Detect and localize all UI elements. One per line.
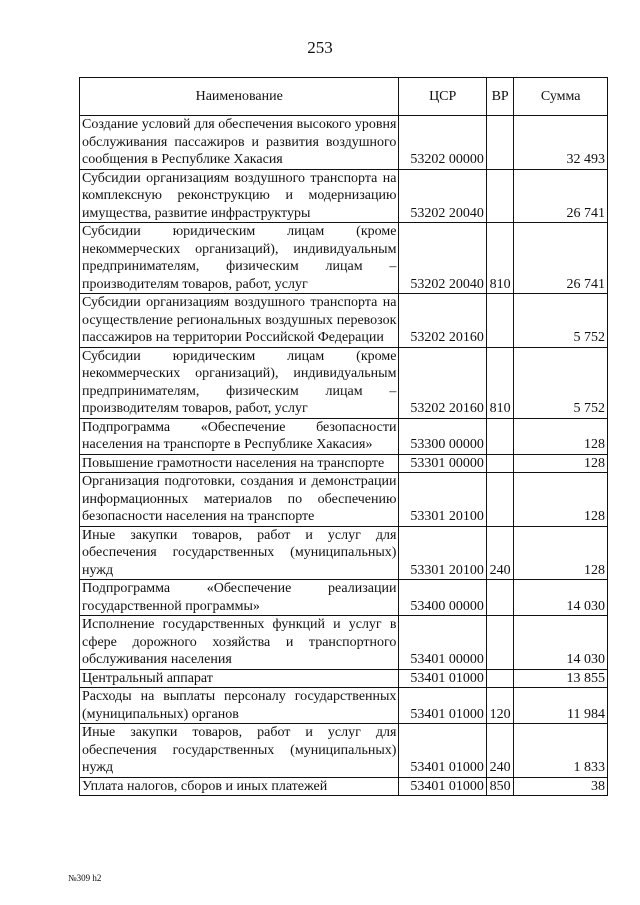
cell-vr: 850 xyxy=(486,777,513,796)
cell-vr: 120 xyxy=(486,688,513,724)
cell-vr: 240 xyxy=(486,526,513,580)
column-header-csr: ЦСР xyxy=(399,78,486,116)
table-row xyxy=(80,688,608,724)
cell-sum: 11 984 xyxy=(514,688,608,724)
cell-sum: 14 030 xyxy=(514,580,608,616)
cell-csr: 53202 00000 xyxy=(399,116,486,170)
cell-vr xyxy=(486,669,513,688)
cell-csr: 53202 20160 xyxy=(399,347,486,418)
cell-csr: 53301 20100 xyxy=(399,526,486,580)
column-header-vr: ВР xyxy=(486,78,513,116)
cell-vr xyxy=(486,616,513,670)
table-row xyxy=(80,294,608,348)
cell-csr: 53400 00000 xyxy=(399,580,486,616)
table-row xyxy=(80,580,608,616)
cell-csr: 53401 01000 xyxy=(399,688,486,724)
cell-csr: 53202 20160 xyxy=(399,294,486,348)
cell-csr: 53401 01000 xyxy=(399,669,486,688)
cell-name: Субсидии организациям воздушного транспорта на осуществление региональных воздушных перевозок пассажиров на территории Российской Федерации xyxy=(80,294,399,348)
cell-name: Центральный аппарат xyxy=(80,669,399,688)
cell-sum: 128 xyxy=(514,454,608,473)
table-row xyxy=(80,777,608,796)
table-header-row xyxy=(80,78,608,116)
cell-sum: 128 xyxy=(514,418,608,454)
cell-name: Субсидии юридическим лицам (кроме некоммерческих организаций), индивидуальным предпринимателям, физическим лицам – производителям товаров, работ, услуг xyxy=(80,223,399,294)
cell-sum: 13 855 xyxy=(514,669,608,688)
footer-code: №309 h2 xyxy=(68,873,102,883)
table-row xyxy=(80,669,608,688)
cell-vr xyxy=(486,454,513,473)
column-header-sum: Сумма xyxy=(514,78,608,116)
cell-vr xyxy=(486,473,513,527)
table-row xyxy=(80,116,608,170)
cell-vr: 810 xyxy=(486,223,513,294)
cell-csr: 53202 20040 xyxy=(399,169,486,223)
cell-vr xyxy=(486,294,513,348)
cell-name: Создание условий для обеспечения высокого уровня обслуживания пассажиров и развития воздушного сообщения в Республике Хакасия xyxy=(80,116,399,170)
cell-sum: 14 030 xyxy=(514,616,608,670)
cell-csr: 53300 00000 xyxy=(399,418,486,454)
cell-name: Уплата налогов, сборов и иных платежей xyxy=(80,777,399,796)
column-header-name: Наименование xyxy=(80,78,399,116)
cell-name: Подпрограмма «Обеспечение реализации государственной программы» xyxy=(80,580,399,616)
table-row xyxy=(80,347,608,418)
cell-name: Повышение грамотности населения на транспорте xyxy=(80,454,399,473)
table-row xyxy=(80,418,608,454)
table-row xyxy=(80,526,608,580)
cell-sum: 38 xyxy=(514,777,608,796)
table-body xyxy=(80,116,608,796)
cell-csr: 53202 20040 xyxy=(399,223,486,294)
cell-vr xyxy=(486,116,513,170)
cell-name: Исполнение государственных функций и услуг в сфере дорожного хозяйства и транспортного обслуживания населения xyxy=(80,616,399,670)
cell-name: Субсидии юридическим лицам (кроме некоммерческих организаций), индивидуальным предпринимателям, физическим лицам – производителям товаров, работ, услуг xyxy=(80,347,399,418)
table-row xyxy=(80,454,608,473)
cell-sum: 26 741 xyxy=(514,169,608,223)
cell-sum: 128 xyxy=(514,526,608,580)
cell-sum: 5 752 xyxy=(514,347,608,418)
table-row xyxy=(80,616,608,670)
cell-name: Иные закупки товаров, работ и услуг для обеспечения государственных (муниципальных) нужд xyxy=(80,526,399,580)
cell-vr: 810 xyxy=(486,347,513,418)
table-row xyxy=(80,169,608,223)
cell-csr: 53301 20100 xyxy=(399,473,486,527)
cell-name: Организация подготовки, создания и демонстрации информационных материалов по обеспечению безопасности населения на транспорте xyxy=(80,473,399,527)
cell-sum: 5 752 xyxy=(514,294,608,348)
cell-csr: 53301 00000 xyxy=(399,454,486,473)
cell-name: Субсидии организациям воздушного транспорта на комплексную реконструкцию и модернизацию имущества, развитие инфраструктуры xyxy=(80,169,399,223)
cell-name: Подпрограмма «Обеспечение безопасности населения на транспорте в Республике Хакасия» xyxy=(80,418,399,454)
cell-vr xyxy=(486,169,513,223)
cell-sum: 128 xyxy=(514,473,608,527)
budget-table xyxy=(79,77,608,796)
cell-sum: 1 833 xyxy=(514,724,608,778)
cell-sum: 26 741 xyxy=(514,223,608,294)
page-number: 253 xyxy=(307,38,333,57)
cell-name: Иные закупки товаров, работ и услуг для обеспечения государственных (муниципальных) нужд xyxy=(80,724,399,778)
table-row xyxy=(80,473,608,527)
cell-csr: 53401 01000 xyxy=(399,777,486,796)
cell-vr: 240 xyxy=(486,724,513,778)
cell-vr xyxy=(486,580,513,616)
cell-name: Расходы на выплаты персоналу государственных (муниципальных) органов xyxy=(80,688,399,724)
table-row xyxy=(80,223,608,294)
cell-csr: 53401 01000 xyxy=(399,724,486,778)
cell-sum: 32 493 xyxy=(514,116,608,170)
table-row xyxy=(80,724,608,778)
cell-csr: 53401 00000 xyxy=(399,616,486,670)
cell-vr xyxy=(486,418,513,454)
